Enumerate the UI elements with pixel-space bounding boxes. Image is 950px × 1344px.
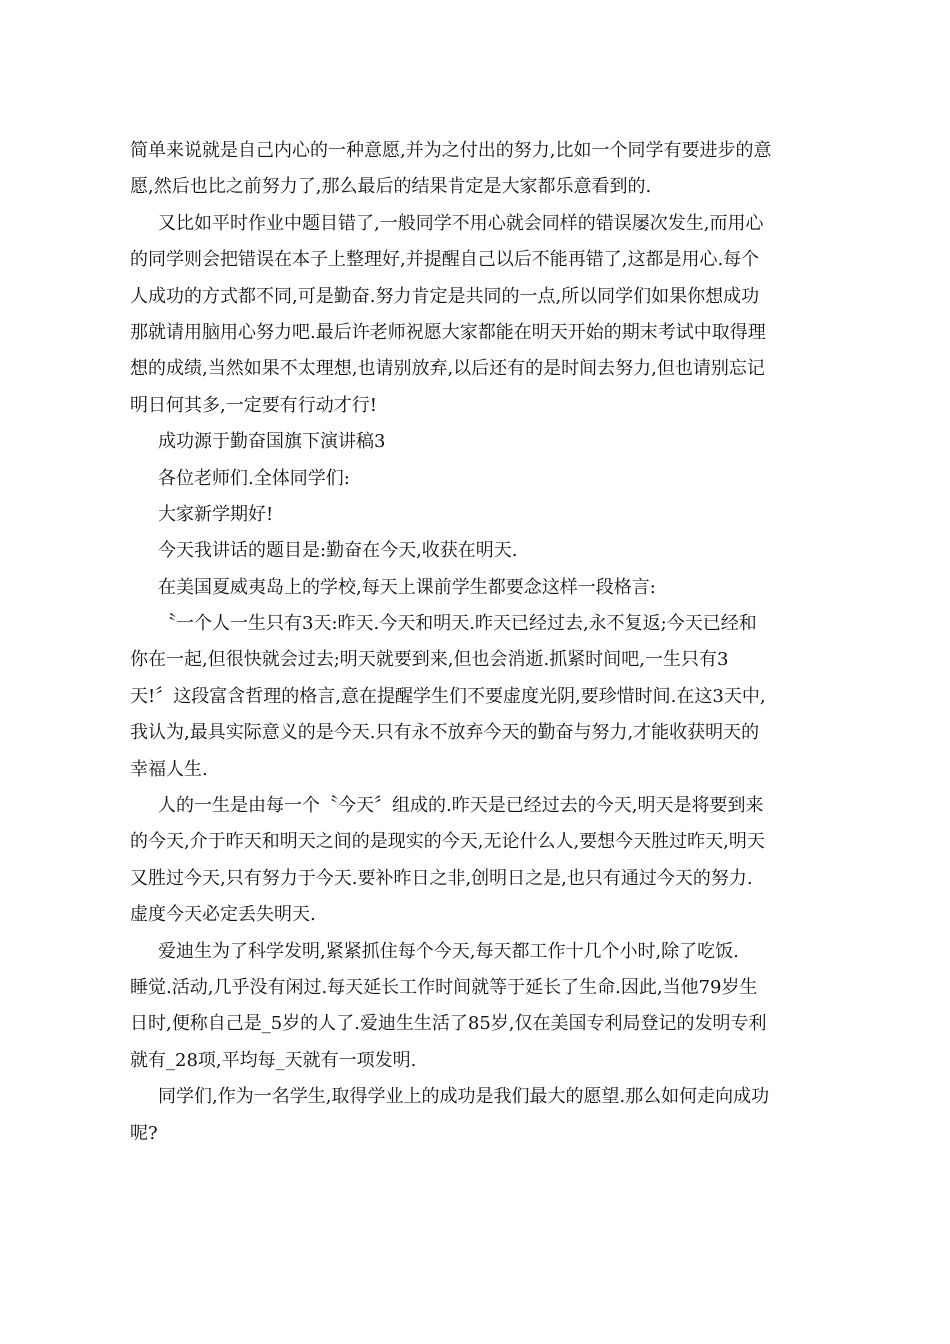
text-line: 各位老师们.全体同学们: [158,467,350,489]
text-line: 睡觉.活动,几乎没有闲过.每天延长工作时间就等于延长了生命.因此,当他79岁生 [130,976,758,998]
text-line: 大家新学期好! [158,503,274,525]
text-line: 人的一生是由每一个〝今天〞组成的.昨天是已经过去的今天,明天是将要到来 [158,795,764,817]
text-line: 人成功的方式都不同,可是勤奋.努力肯定是共同的一点,所以同学们如果你想成功 [130,285,760,307]
text-line: 想的成绩,当然如果不太理想,也请别放弃,以后还有的是时间去努力,但也请别忘记 [130,358,765,380]
text-line: 又比如平时作业中题目错了,一般同学不用心就会同样的错误屡次发生,而用心 [158,212,764,234]
text-line: 你在一起,但很快就会过去;明天就要到来,但也会消逝.抓紧时间吧,一生只有3 [130,649,729,671]
text-line: 愿,然后也比之前努力了,那么最后的结果肯定是大家都乐意看到的. [130,176,652,198]
text-line: 呢? [130,1122,158,1144]
text-line: 又胜过今天,只有努力于今天.要补昨日之非,创明日之是,也只有通过今天的努力. [130,867,753,889]
text-line: 的今天,介于昨天和明天之间的是现实的今天,无论什么人,要想今天胜过昨天,明天 [130,831,765,853]
text-line: 幸福人生. [130,758,208,780]
text-line: 在美国夏威夷岛上的学校,每天上课前学生都要念这样一段格言: [158,576,656,598]
document-body [130,133,830,1152]
text-line: 天!〞这段富含哲理的格言,意在提醒学生们不要虚度光阴,要珍惜时间.在这3天中, [130,685,766,707]
text-line: 简单来说就是自己内心的一种意愿,并为之付出的努力,比如一个同学有要进步的意 [130,140,772,161]
text-line: 的同学则会把错误在本子上整理好,并提醒自己以后不能再错了,这都是用心.每个 [130,249,760,271]
text-line: 虚度今天必定丢失明天. [130,904,316,926]
text-line: 〝一个人一生只有3天:昨天.今天和明天.昨天已经过去,永不复返;今天已经和 [158,613,757,635]
text-line: 成功源于勤奋国旗下演讲稿3 [158,431,386,453]
text-line: 那就请用脑用心努力吧.最后许老师祝愿大家都能在明天开始的期末考试中取得理 [130,321,766,343]
text-line: 就有_28项,平均每_天就有一项发明. [130,1049,417,1071]
text-line: 今天我讲话的题目是:勤奋在今天,收获在明天. [158,540,518,562]
text-line: 爱迪生为了科学发明,紧紧抓住每个今天,每天都工作十几个小时,除了吃饭. [158,940,739,962]
text-line: 日时,便称自己是_5岁的人了.爱迪生生活了85岁,仅在美国专利局登记的发明专利 [130,1013,767,1035]
text-line: 同学们,作为一名学生,取得学业上的成功是我们最大的愿望.那么如何走向成功 [158,1086,770,1108]
text-line: 我认为,最具实际意义的是今天.只有永不放弃今天的勤奋与努力,才能收获明天的 [130,722,760,744]
text-line: 明日何其多,一定要有行动才行! [130,394,377,416]
